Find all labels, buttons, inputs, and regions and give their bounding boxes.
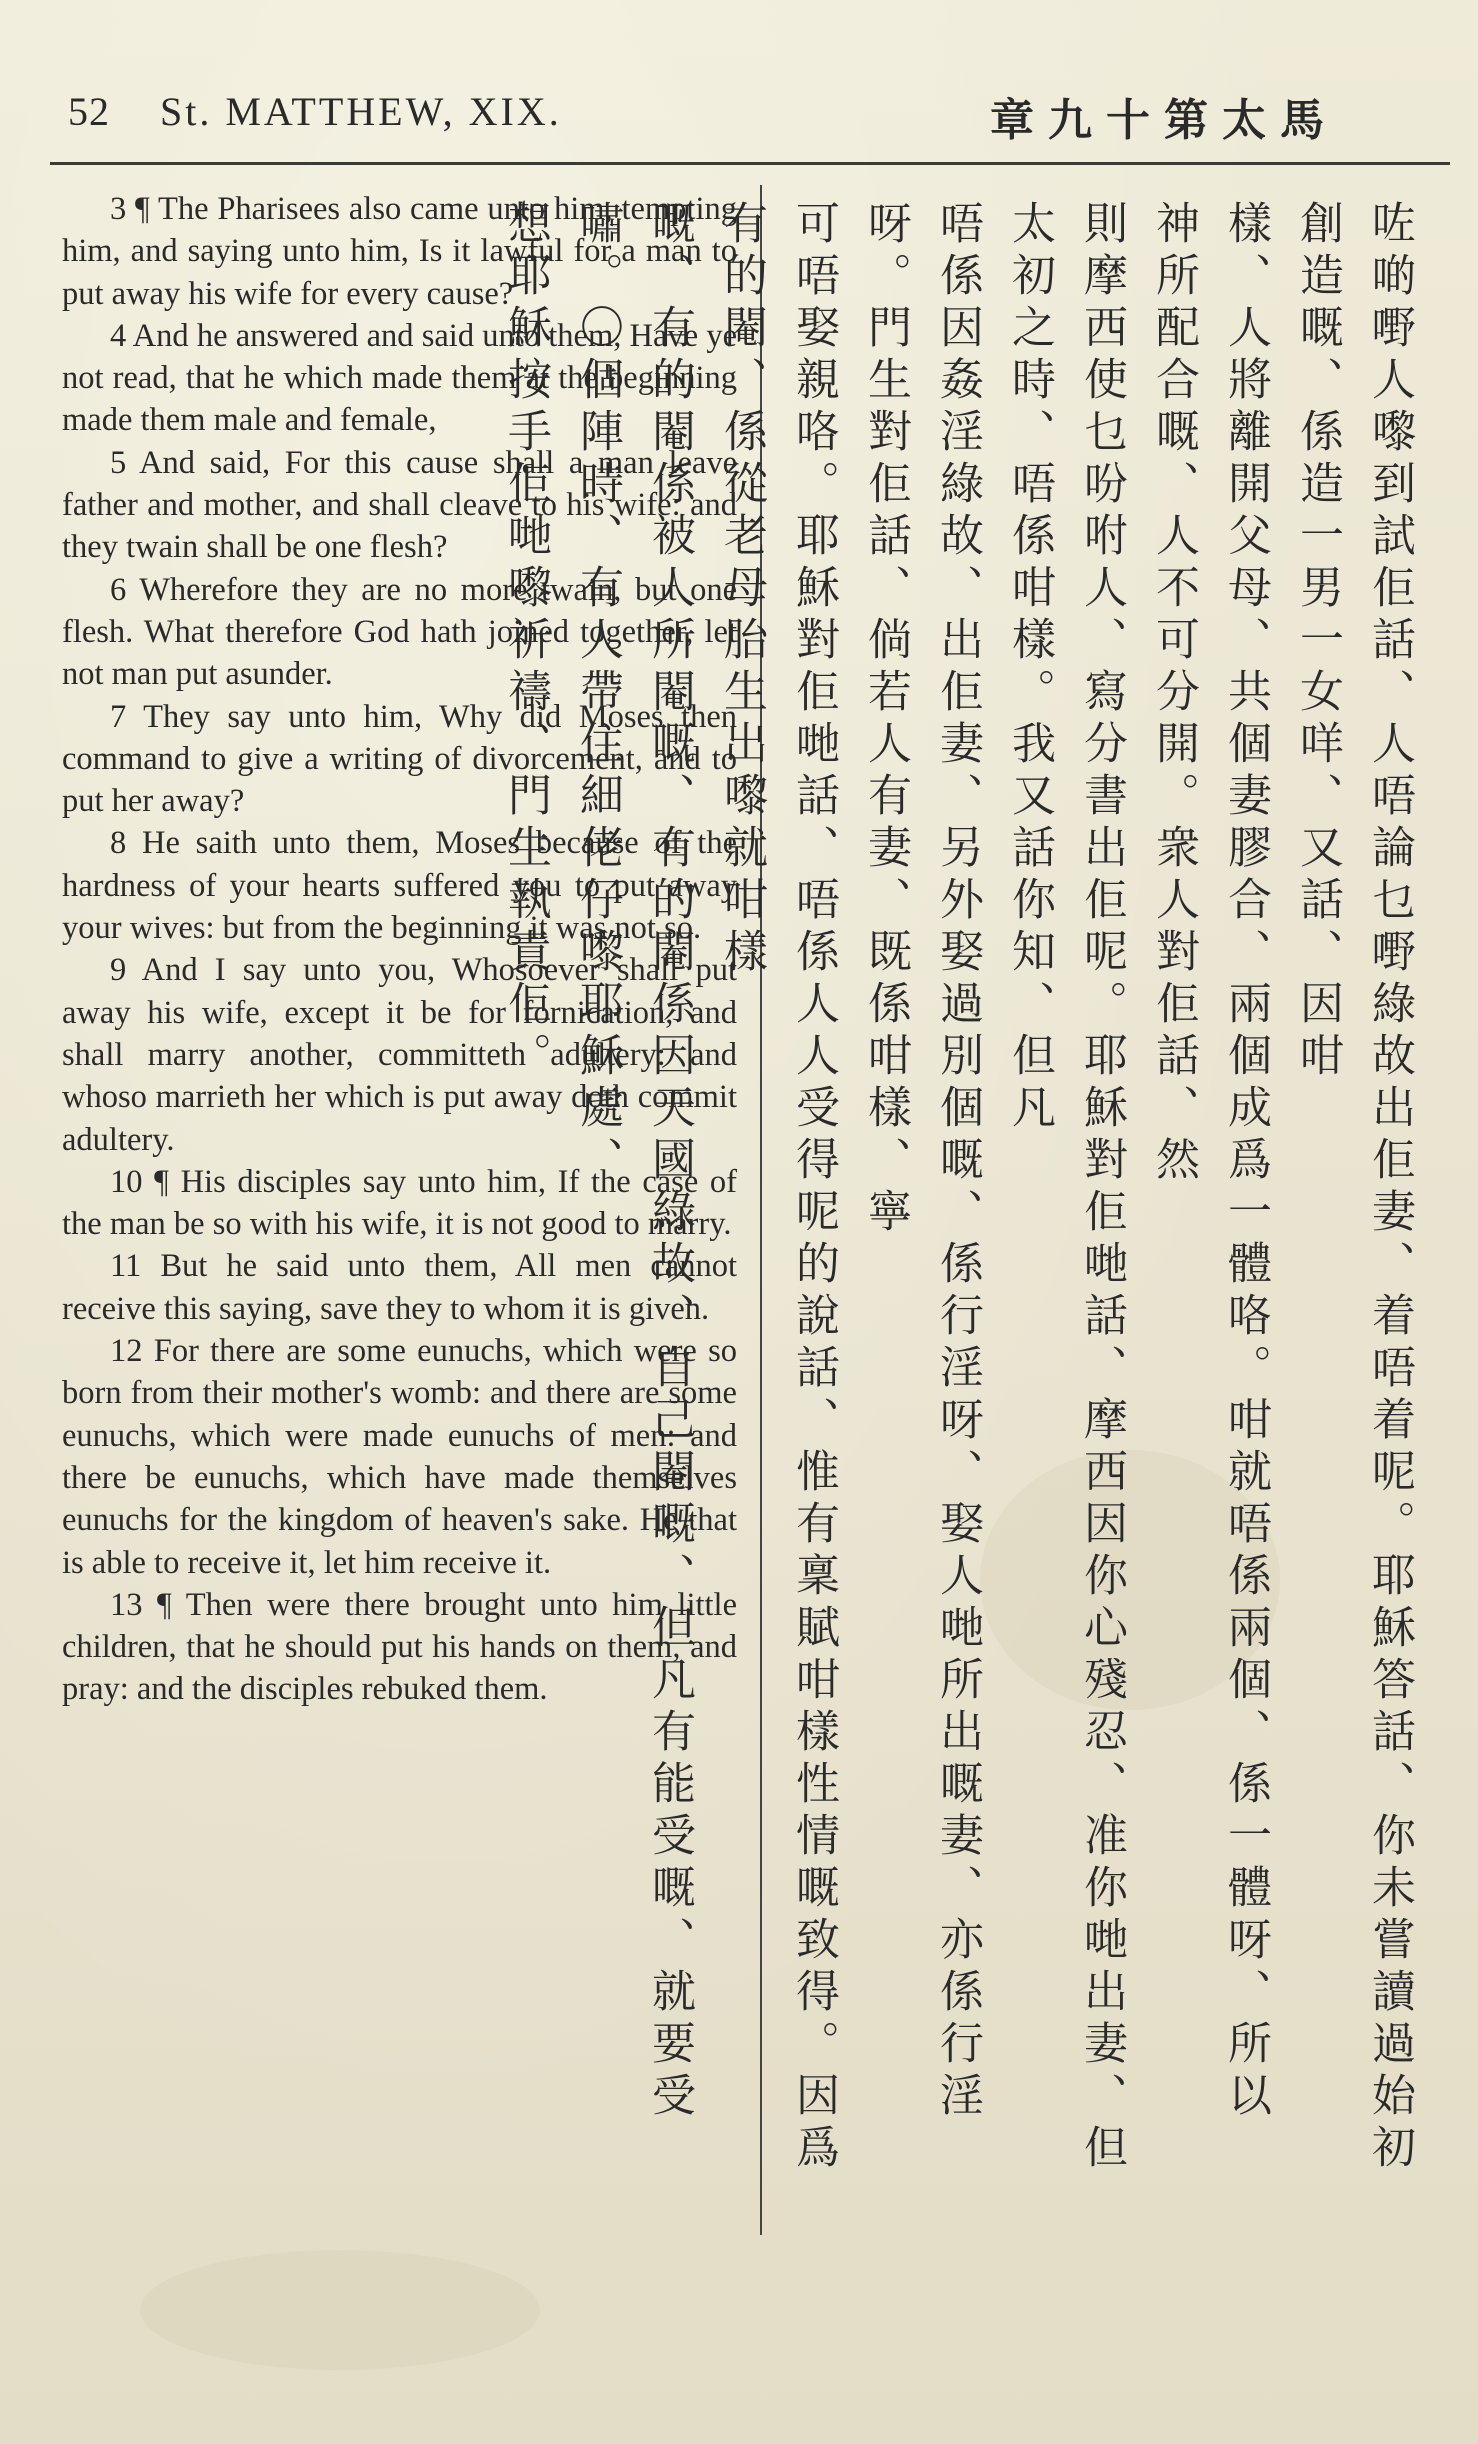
chinese-title: 章九十第太馬 <box>990 95 1338 146</box>
chinese-column <box>500 200 1425 2180</box>
verse-7: 7 They say unto him, Why did Moses then command to give a writing of divorcement, and to put her away? <box>62 698 737 820</box>
chinese-line: 想耶穌按手佢哋嚟祈禱、門生執責佢。 <box>500 200 551 1084</box>
verse-13: 13 ¶ Then were there brought unto him little children, that he should put his hands on them, and pray: and the disciples rebuked them. <box>62 1586 737 1708</box>
verse-5: 5 And said, For this cause shall a man leave father and mother, and shall cleave to his wife: and they twain shall be one flesh? <box>62 444 737 566</box>
verse-12: 12 For there are some eunuchs, which were so born from their mother's womb: and there are some eunuchs, which were made eunuchs of men: and there be eunuchs, which have made themselves eunuchs for the kingdom of heaven's sake. He that is able to receive it, let him receive it. <box>62 1333 737 1581</box>
header-rule <box>50 162 1450 165</box>
paper-stain <box>140 2250 540 2370</box>
verse-11: 11 But he said unto them, All men cannot receive this saying, save they to whom it is given. <box>62 1248 737 1327</box>
running-title: St. MATTHEW, XIX. <box>160 89 562 134</box>
chinese-line: 樣、人將離開父母、共個妻膠合、兩個成爲一體咯。咁就唔係兩個、係一體呀、所以 神所配合嘅、人不可分開。衆人對佢話、然 <box>1148 200 1271 2124</box>
chinese-line: 則摩西使乜吩咐人、寫分書出佢呢。耶穌對佢哋話、摩西因你心殘忍、准你哋出妻、但太初之時、唔係咁樣。我又話你知、但凡 <box>1004 200 1127 2176</box>
verse-9: 9 And I say unto you, Whosoever shall put away his wife, except it be for fornication, and shall marry another, committeth adultery: and whoso marrieth her which is put away doth commit adultery. <box>62 952 737 1158</box>
verse-6: 6 Wherefore they are no more twain, but one flesh. What therefore God hath joined together, let not man put asunder. <box>62 571 737 693</box>
chinese-line: 嘅、有的閹係被人所閹嘅、有的閹係因天國綠故、自己閹嘅、但凡有能受嘅、就要受嘯。〇個陣時、有人帶住細佬仔嚟耶穌處、 <box>572 200 695 2124</box>
verse-3: 3 ¶ The Pharisees also came unto him, tempting him, and saying unto him, Is it lawful for a man to put away his wife for every cause? <box>62 191 737 312</box>
page-header <box>50 80 1428 150</box>
chinese-line: 唔係因姦淫綠故、出佢妻、另外娶過別個嘅、係行淫呀、娶人哋所出嘅妻、亦係行淫呀。門生對佢話、倘若人有妻、既係咁樣、寧 <box>860 200 983 2124</box>
page-number: 52 <box>68 89 110 134</box>
verse-10: 10 ¶ His disciples say unto him, If the case of the man be so with his wife, it is not good to marry. <box>62 1163 737 1243</box>
chinese-line: 咗啲嘢人嚟到試佢話、人唔論乜嘢綠故出佢妻、着唔着呢。耶穌答話、你未嘗讀過始初創造嘅、係造一男一女咩、又話、因咁 <box>1292 200 1415 2176</box>
verse-4: 4 And he answered and said unto them, Have ye not read, that he which made them at the beginning made them male and female, <box>62 317 737 439</box>
chinese-line: 可唔娶親咯。耶穌對佢哋話、唔係人人受得呢的說話、惟有稟賦咁樣性情嘅致得。因爲有的閹、係從老母胎生出嚟就咁樣 <box>716 200 839 2176</box>
verse-8: 8 He saith unto them, Moses because of the hardness of your hearts suffered you to put away your wives: but from the beginning it was not so. <box>62 825 737 947</box>
